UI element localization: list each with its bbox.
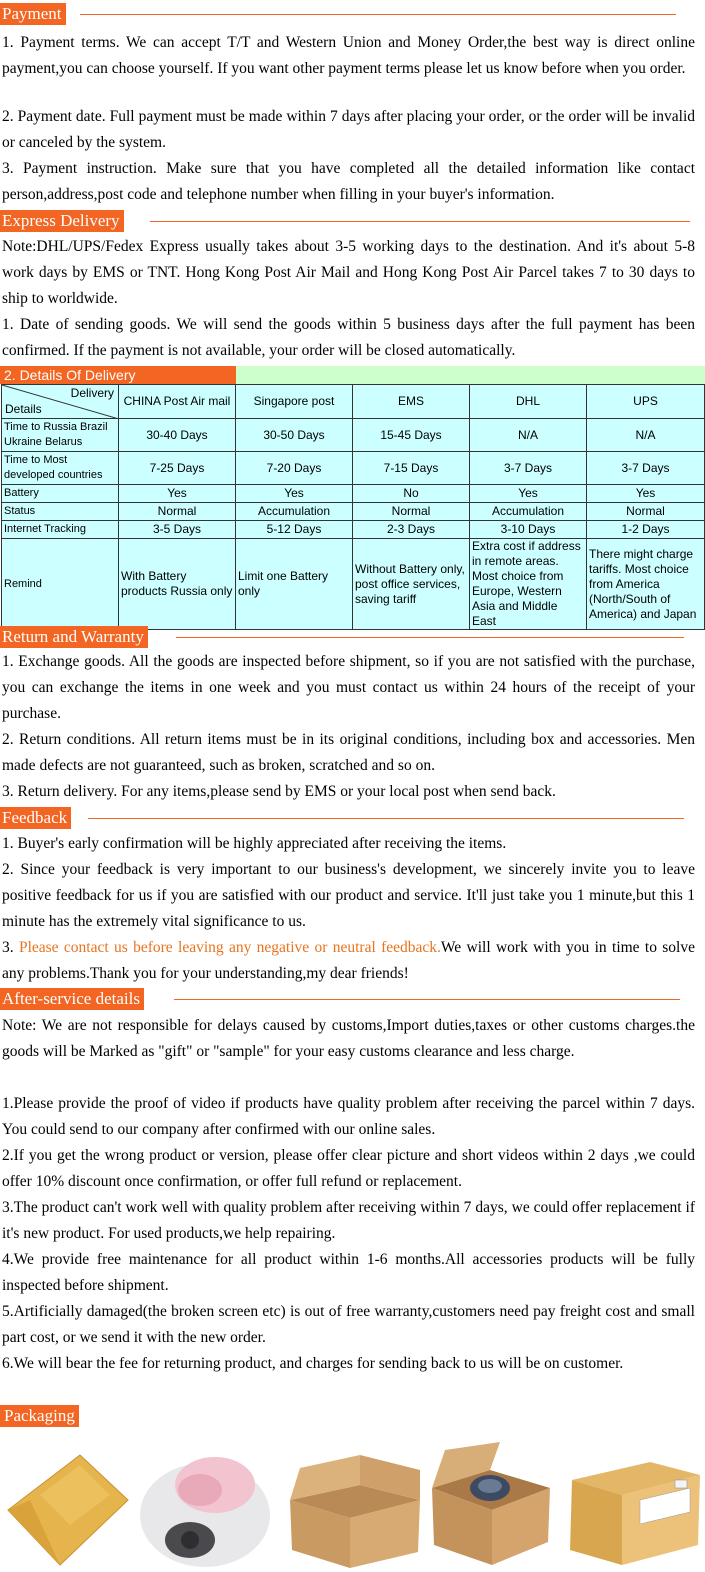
delivery-table: [1, 384, 705, 630]
corner-top-label: Delivery: [70, 386, 114, 400]
feedback-contact-rest: We will work with you in time to solve any problems.Thank you for your understanding,my dear friends!: [2, 939, 695, 982]
column-header: EMS: [353, 385, 470, 419]
feedback-invite: 2. Since your feedback is very important to our business's development, we sincerely invite you to leave positive feedback for us if you are satisfied with our product and service. It'll just take you 1 minute,but this 1 minute has the extremely vital significance to us.: [2, 861, 695, 930]
exchange-goods: 1. Exchange goods. All the goods are inspected before shipment, so if you are not satisfied with the purchase, you can exchange the items in one week and you must contact us within 24 hours of the receipt of your purchase.: [2, 653, 695, 722]
closed-box-image: [570, 1462, 700, 1565]
table-row: [2, 452, 705, 485]
table-header-band: [0, 366, 705, 384]
table-cell: Yes: [119, 485, 236, 503]
table-title: 2. Details Of Delivery: [0, 366, 236, 384]
section-title: Express Delivery: [0, 210, 124, 232]
section-header: [0, 807, 705, 829]
column-header: DHL: [470, 385, 587, 419]
table-row: [2, 503, 705, 521]
table-cell: N/A: [470, 419, 587, 452]
section-title: Feedback: [0, 807, 71, 829]
section-header: [0, 3, 705, 25]
payment-terms: 1. Payment terms. We can accept T/T and Western Union and Money Order,the best way is direct online payment,you can choose yourself. If you want other payment terms please let us know before when you order.: [2, 34, 695, 77]
section-header: [0, 210, 705, 232]
table-cell: Normal: [353, 503, 470, 521]
section-title: Return and Warranty: [0, 626, 148, 648]
section-title: After-service details: [0, 988, 144, 1010]
column-header: CHINA Post Air mail: [119, 385, 236, 419]
divider: [150, 221, 690, 222]
table-cell: 7-15 Days: [353, 452, 470, 485]
open-box-image: [290, 1455, 420, 1568]
after-service-item: 1.Please provide the proof of video if products have quality problem after receiving the parcel within 7 days. You could send to our company after confirmed with our online sales.: [2, 1095, 695, 1138]
table-cell: 3-7 Days: [470, 452, 587, 485]
after-service-note: Note: We are not responsible for delays caused by customs,Import duties,taxes or other customs charges.the goods will be Marked as "gift" or "sample" for your easy customs clearance and less charge.: [2, 1017, 695, 1060]
table-cell: Yes: [587, 485, 705, 503]
table-cell: Yes: [470, 485, 587, 503]
table-cell: 5-12 Days: [236, 521, 353, 539]
row-label: Status: [2, 503, 119, 521]
table-cell: 30-50 Days: [236, 419, 353, 452]
table-row: [2, 521, 705, 539]
table-cell: Yes: [236, 485, 353, 503]
table-cell: Limit one Battery only: [236, 539, 353, 630]
table-cell: Accumulation: [236, 503, 353, 521]
payment-instruction: 3. Payment instruction. Make sure that you have completed all the detailed information like contact person,address,post code and telephone number when filling in your buyer's information.: [2, 160, 695, 203]
box-with-product-image: [432, 1442, 550, 1565]
section-header: [0, 1405, 705, 1427]
table-cell: 2-3 Days: [353, 521, 470, 539]
divider: [176, 637, 684, 638]
row-label: Time to Most developed countries: [2, 452, 119, 485]
column-header: UPS: [587, 385, 705, 419]
after-service-section: [0, 988, 705, 1010]
row-label: Battery: [2, 485, 119, 503]
table-cell: 3-7 Days: [587, 452, 705, 485]
section-title: Packaging: [0, 1405, 79, 1427]
table-row: [2, 539, 705, 630]
express-sending-date: 1. Date of sending goods. We will send the goods within 5 business days after the full payment has been confirmed. If the payment is not available, your order will be closed automatically.: [2, 316, 695, 359]
column-header: Singapore post: [236, 385, 353, 419]
packaging-photos: [0, 1440, 705, 1570]
feedback-contact: [2, 935, 695, 987]
feedback-early-confirmation: 1. Buyer's early confirmation will be highly appreciated after receiving the items.: [2, 835, 507, 852]
table-cell: With Battery products Russia only: [119, 539, 236, 630]
after-service-item: 5.Artificially damaged(the broken screen etc) is out of free warranty,customers need pay freight cost and small part cost, or we send it with the new order.: [2, 1303, 695, 1346]
after-service-item: 3.The product can't work well with quality problem after receiving within 7 days, we could offer replacement if it's new product. For used products,we help repairing.: [2, 1199, 695, 1242]
table-cell: No: [353, 485, 470, 503]
payment-section: [0, 3, 705, 25]
table-cell: 3-10 Days: [470, 521, 587, 539]
bubble-envelope-image: [8, 1455, 128, 1565]
section-header: [0, 988, 705, 1010]
row-label: Remind: [2, 539, 119, 630]
table-cell: 1-2 Days: [587, 521, 705, 539]
feedback-contact-highlight: Please contact us before leaving any negative or neutral feedback.: [18, 939, 441, 956]
delivery-table-block: [0, 366, 705, 630]
divider: [88, 818, 684, 819]
table-cell: 3-5 Days: [119, 521, 236, 539]
table-row: [2, 485, 705, 503]
feedback-contact-prefix: 3.: [2, 939, 19, 956]
express-section: [0, 210, 705, 232]
table-cell: Extra cost if address in remote areas. Most choice from Europe, Western Asia and Middle East: [470, 539, 587, 630]
bubble-wrap-image: [140, 1457, 270, 1567]
payment-date: 2. Payment date. Full payment must be made within 7 days after placing your order, or the order will be invalid or canceled by the system.: [2, 108, 695, 151]
after-service-item: 6.We will bear the fee for returning product, and charges for sending back to us will be on customer.: [2, 1355, 624, 1372]
after-service-item: 4.We provide free maintenance for all product within 1-6 months.All accessories products will be fully inspected before shipment.: [2, 1251, 695, 1294]
section-header: [0, 626, 705, 648]
express-note: Note:DHL/UPS/Fedex Express usually takes about 3-5 working days to the destination. And it's about 5-8 work days by EMS or TNT. Hong Kong Post Air Mail and Hong Kong Post Air Parcel takes 7 to 30 days to ship to worldwide.: [2, 238, 695, 307]
table-cell: 7-25 Days: [119, 452, 236, 485]
packaging-section: [0, 1405, 705, 1427]
table-cell: Without Battery only, post office services, saving tariff: [353, 539, 470, 630]
table-cell: 15-45 Days: [353, 419, 470, 452]
return-section: [0, 626, 705, 648]
section-title: Payment: [0, 3, 66, 25]
corner-bottom-label: Details: [5, 402, 42, 416]
divider: [80, 14, 676, 15]
return-conditions: 2. Return conditions. All return items must be in its original conditions, including box and accessories. Men made defects are not guaranteed, such as broken, scratched and so on.: [2, 731, 695, 774]
feedback-section: [0, 807, 705, 829]
table-cell: There might charge tariffs. Most choice from America (North/South of America) and Japan: [587, 539, 705, 630]
table-cell: N/A: [587, 419, 705, 452]
table-row: [2, 419, 705, 452]
row-label: Internet Tracking: [2, 521, 119, 539]
table-cell: 7-20 Days: [236, 452, 353, 485]
row-label: Time to Russia Brazil Ukraine Belarus: [2, 419, 119, 452]
return-delivery: 3. Return delivery. For any items,please send by EMS or your local post when send back.: [2, 783, 556, 800]
divider: [174, 999, 680, 1000]
after-service-item: 2.If you get the wrong product or version, please offer clear picture and short videos within 2 days ,we could offer 10% discount once confirmation, or offer full refund or replacement.: [2, 1147, 695, 1190]
table-row: [2, 385, 705, 419]
table-cell: Normal: [119, 503, 236, 521]
corner-cell: [2, 385, 119, 419]
table-cell: Accumulation: [470, 503, 587, 521]
table-cell: 30-40 Days: [119, 419, 236, 452]
table-cell: Normal: [587, 503, 705, 521]
